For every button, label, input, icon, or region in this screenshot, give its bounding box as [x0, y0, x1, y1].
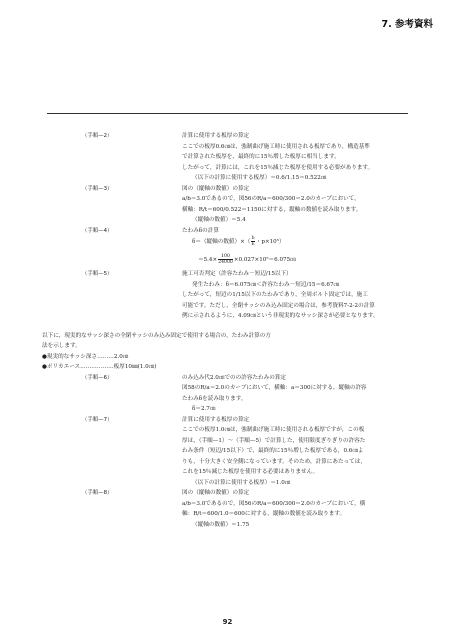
- formula-line: [182, 254, 422, 266]
- intro-line: 以下に，現実的なサッシ深さの全閉サッシのみ込み固定で使用する場合の，たわみ計算の方: [42, 332, 271, 339]
- step: [42, 415, 422, 489]
- fraction: [251, 236, 254, 247]
- step-line: 例に示されるように，4.09㎝という非現実的なサッシ深さが必要となります。: [182, 313, 379, 319]
- step-body: [182, 373, 422, 415]
- intro-line: 法を示します。: [42, 343, 81, 349]
- step: [42, 488, 422, 530]
- step-4: [42, 226, 422, 267]
- formula-text: δ＝（縦軸の数値）×（: [192, 239, 251, 245]
- step-line: わみ条件（短辺/15以下）で，最終的に15％増した板厚である，0.6㎝よ: [182, 448, 364, 454]
- step-line: のみ込み代2.0㎝でのの許容たわみの算定: [182, 374, 286, 381]
- fraction-numerator: b: [251, 236, 255, 241]
- step-line: δ＝2.7㎝: [192, 406, 216, 412]
- step-label: （手順—6）: [82, 374, 113, 381]
- step-label: （手順—7）: [82, 416, 113, 423]
- fraction-numerator: 100: [218, 254, 233, 260]
- step: [42, 184, 422, 226]
- step-line: 発生たわみ：δ＝6.075㎝＜許容たわみ－短辺/15＝6.67㎝: [192, 281, 340, 288]
- steps-group-a: [42, 131, 422, 226]
- step-line: したがって，計算には，これを15％減じた板厚を使用する必要があります。: [182, 164, 374, 171]
- formula-text: ×0.027×10⁵＝6.075㎝: [233, 257, 296, 263]
- step-label: （手順—4）: [82, 227, 113, 234]
- step-line: 計算に使用する板厚の算定: [182, 133, 250, 139]
- header-rule: [47, 113, 408, 114]
- step-line: 図58のR/a＝2.0のカーブにおいて，横軸：a＝300に対する，縦軸の許容: [182, 385, 367, 391]
- step-line: ここでの板厚1.0㎝は，強制曲げ施工時に使用される板厚ですが，この板: [182, 427, 365, 433]
- step-label: （手順—5）: [82, 271, 113, 277]
- step: [42, 373, 422, 415]
- step-line: ここでの板厚0.6㎝は，強制曲げ施工時に使用される板厚であり，構造基準: [182, 143, 370, 150]
- step-line: たわみδの計算: [182, 227, 219, 234]
- step-line: したがって，短辺の1/15以下のたわみであり，全周ボルト固定では，施工: [182, 292, 368, 298]
- step-body: [182, 269, 422, 322]
- step-line: a/b＝3.0であるので，図56のR/a＝600/300＝2.0のカーブにおいて，横: [182, 500, 366, 507]
- step-line: 軸：R/t＝600/1.0＝600に対する，縦軸の数値を読み取ります。: [182, 511, 346, 517]
- step-line: 可能です。ただし，全閉サッシのみ込み固定の場合は，参考資料7-2-2の計算: [182, 302, 375, 309]
- bullet-item: ●ポリカエース………………板厚10㎜(1.0㎝): [42, 364, 157, 370]
- step-line: 図の（縦軸の数値）の算定: [182, 490, 250, 496]
- document-body: [42, 131, 422, 530]
- step-line: （縦軸の数値）＝1.75: [192, 521, 250, 528]
- step-line: 厚は，（手順—1）～（手順—5）で計算した，使用限度ぎりぎりの許容た: [182, 437, 366, 444]
- step-body: [182, 488, 422, 530]
- step-line: （縦軸の数値）＝5.4: [192, 217, 246, 223]
- step-body: [182, 131, 422, 184]
- step-line: りも，十分大きく安全側になっています。そのため，計算にあたっては，: [182, 458, 366, 465]
- step-line: たわみδを読み取ります。: [182, 395, 247, 402]
- step-body: [182, 226, 422, 267]
- step-line: （以下の計算に使用する板厚）＝1.0㎝: [192, 479, 291, 486]
- step-label: （手順—8）: [82, 490, 113, 496]
- formula-text: ・p×10⁵）: [255, 239, 285, 245]
- step-line: a/b＝3.0であるので，図56のR/a＝600/300＝2.0のカーブにおいて，: [182, 196, 360, 202]
- fraction: [218, 254, 233, 265]
- formula-line: [182, 236, 422, 248]
- fraction-denominator: E: [251, 242, 255, 247]
- step-line: で計算された板厚を，最終的に15％増した板厚に相当します。: [182, 154, 340, 160]
- step-body: [182, 184, 422, 226]
- step-line: これを15％減じた板厚を使用する必要はありません。: [182, 469, 319, 475]
- steps-group-b: [42, 373, 422, 531]
- chapter-header: 7. 参考資料: [381, 19, 433, 30]
- step-line: 計算に使用する板厚の算定: [182, 416, 250, 423]
- step-label: （手順—3）: [82, 185, 113, 192]
- step-line: （以下の計算に使用する板厚）＝0.6/1.15＝0.522㎝: [192, 175, 327, 181]
- bullet-item: ●現実的なサッシ深さ………2.0㎝: [42, 353, 129, 360]
- step-5: [42, 269, 422, 322]
- step-line: 施工可否判定（許容たわみ－短辺/15以下）: [182, 271, 292, 277]
- step-line: 図の（縦軸の数値）の算定: [182, 185, 250, 192]
- step-body: [182, 415, 422, 489]
- page-number: 92: [222, 618, 233, 626]
- step-label: （手順—2）: [82, 133, 113, 139]
- formula-text: ＝5.4×: [198, 257, 218, 263]
- fraction-denominator: 24000: [218, 260, 233, 265]
- step: [42, 131, 422, 184]
- step-line: 横軸：R/t＝600/0.522＝1150に対する，縦軸の数値を読み取ります。: [182, 206, 362, 213]
